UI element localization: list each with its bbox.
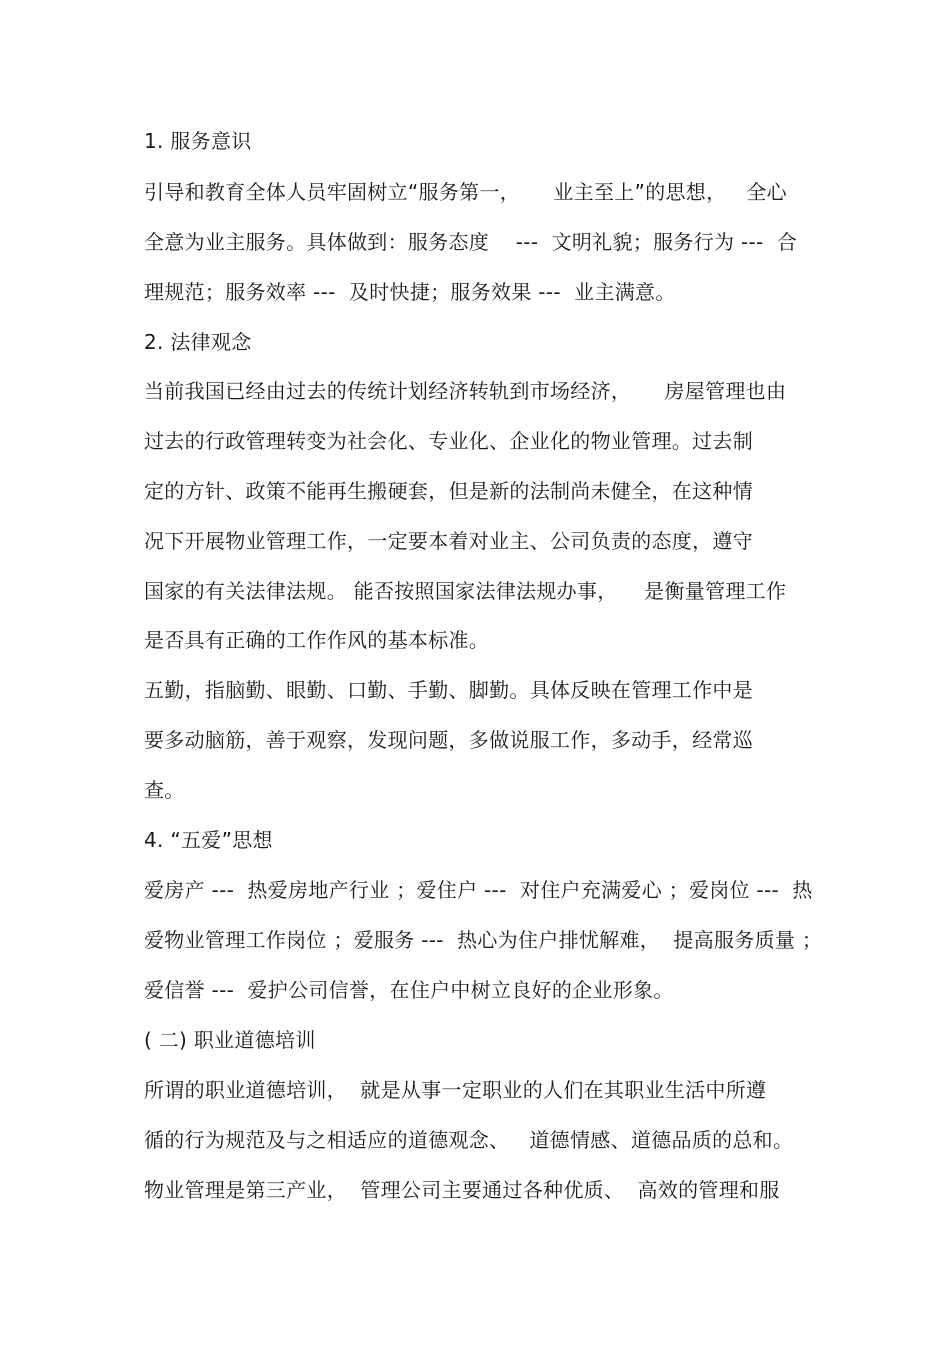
heading-service-awareness: 1. 服务意识 [144, 129, 252, 153]
heading-legal-concept: 2. 法律观念 [144, 330, 252, 354]
paragraph-line: 国家的有关法律法规。 能否按照国家法律法规办事， 是衡量管理工作 [144, 579, 787, 603]
paragraph-line: 五勤，指脑勤、眼勤、口勤、手勤、脚勤。具体反映在管理工作中是 [144, 678, 753, 702]
heading-professional-ethics-training: ( 二) 职业道德培训 [144, 1028, 316, 1052]
paragraph-line: 爱信誉 --- 爱护公司信誉，在住户中树立良好的企业形象。 [144, 978, 674, 1002]
paragraph-line: 是否具有正确的工作作风的基本标准。 [144, 628, 490, 652]
paragraph-line: 爱物业管理工作岗位 ；爱服务 --- 热心为住户排忧解难， 提高服务质量 ； [144, 928, 823, 952]
heading-five-loves: 4. “五爱”思想 [144, 828, 273, 852]
paragraph-line: 全意为业主服务。具体做到：服务态度 --- 文明礼貌；服务行为 --- 合 [144, 230, 798, 254]
paragraph-line: 引导和教育全体人员牢固树立“服务第一， 业主至上”的思想， 全心 [144, 180, 787, 204]
paragraph-line: 要多动脑筋，善于观察，发现问题，多做说服工作，多动手，经常巡 [144, 728, 753, 752]
paragraph-line: 爱房产 --- 热爱房地产行业 ；爱住户 --- 对住户充满爱心 ；爱岗位 --- 热 [144, 878, 813, 902]
paragraph-line: 物业管理是第三产业， 管理公司主要通过各种优质、 高效的管理和服 [144, 1178, 780, 1202]
paragraph-line: 查。 [144, 778, 185, 802]
paragraph-line: 理规范；服务效率 --- 及时快捷；服务效果 --- 业主满意。 [144, 280, 676, 304]
paragraph-line: 况下开展物业管理工作，一定要本着对业主、公司负责的态度，遵守 [144, 529, 753, 553]
paragraph-line: 过去的行政管理转变为社会化、专业化、企业化的物业管理。过去制 [144, 429, 753, 453]
paragraph-line: 定的方针、政策不能再生搬硬套，但是新的法制尚未健全，在这种情 [144, 479, 753, 503]
paragraph-line: 当前我国已经由过去的传统计划经济转轨到市场经济， 房屋管理也由 [144, 379, 787, 403]
paragraph-line: 所谓的职业道德培训， 就是从事一定职业的人们在其职业生活中所遵 [144, 1078, 767, 1102]
paragraph-line: 循的行为规范及与之相适应的道德观念、 道德情感、道德品质的总和。 [144, 1128, 794, 1152]
